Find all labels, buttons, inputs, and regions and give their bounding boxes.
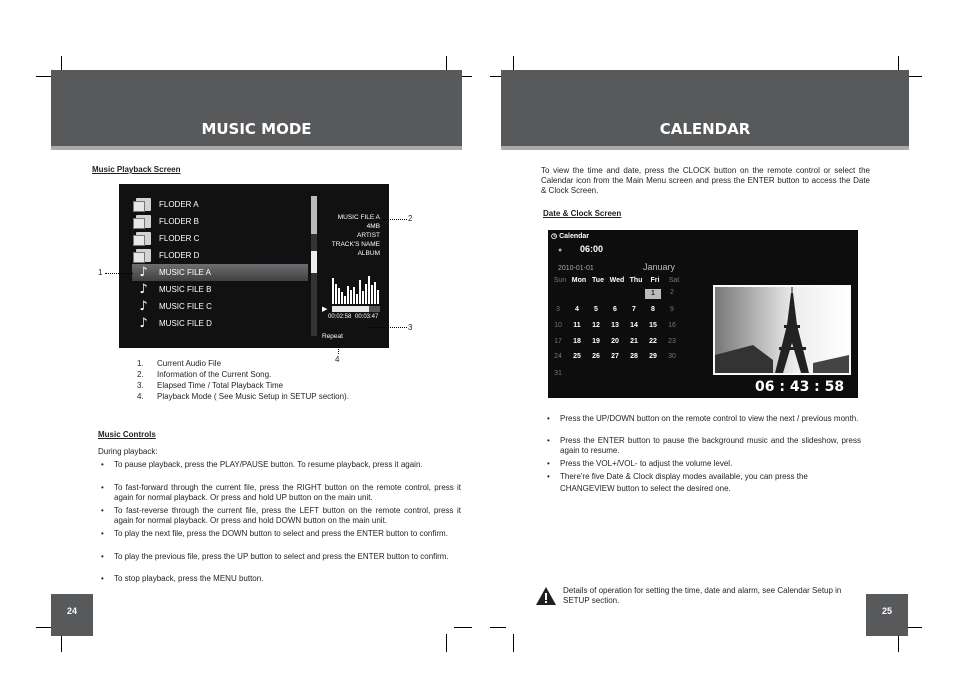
legend-number: 3. [137,381,144,390]
control-text: To play the next file, press the DOWN button to select and press the ENTER button to confirm. [114,529,448,538]
banner-stripe [51,146,462,150]
weekday-label: Sat [668,277,680,284]
calendar-day[interactable]: 26 [592,353,600,360]
calendar-bullet [547,471,861,495]
calendar-day[interactable]: 30 [668,353,676,360]
scrollbar[interactable] [311,196,317,336]
legend-text: Playback Mode ( See Music Setup in SETUP section). [157,392,349,401]
controls-title: Music Controls [98,430,156,439]
calendar-day[interactable]: 10 [554,322,562,329]
song-info [332,213,380,258]
calendar-day[interactable]: 5 [594,306,598,313]
legend-item [137,381,284,391]
control-text: To fast-reverse through the current file, press the LEFT button on the remote control, press it again for normal playback. Or press and hold DOWN button on the main unit. [114,506,461,525]
clock-icon: ◷ [551,233,558,240]
bullet-dot: • [101,529,104,538]
bullet-dot: • [547,436,550,445]
control-bullet [101,506,461,525]
weekday-label: Thu [629,277,643,284]
scrollbar-highlight [311,251,317,273]
calendar-day[interactable]: 25 [573,353,581,360]
controls-intro: During playback: [98,447,158,456]
file-list-item[interactable] [132,281,308,298]
current-date: 2010-01-01 [558,265,594,272]
banner-stripe [501,146,909,150]
weekday-label: Mon [571,277,587,284]
music-note-icon: ♪ [139,316,148,331]
info-artist: ARTIST [357,232,380,239]
control-bullet [101,460,461,470]
legend-text: Information of the Current Song. [157,370,272,379]
bullet-text: Press the VOL+/VOL- to adjust the volume level. [560,459,733,468]
file-list-item[interactable] [132,230,308,247]
info-album: ALBUM [357,250,380,257]
eiffel-tower-photo [713,285,851,375]
page-title: MUSIC MODE [201,120,312,138]
crop-mark [446,634,447,652]
legend-item [137,370,272,380]
page-title: CALENDAR [659,120,751,138]
music-note-icon: ♪ [139,282,148,297]
control-bullet [101,552,461,562]
calendar-day[interactable]: 28 [630,353,638,360]
section-title: Date & Clock Screen [543,209,622,218]
calendar-day[interactable]: 21 [630,338,638,345]
calendar-bullet [547,459,861,469]
control-bullet [101,574,461,584]
file-list-label: MUSIC FILE B [159,285,212,294]
calendar-day[interactable]: 16 [668,322,676,329]
control-bullet [101,529,461,539]
legend-text: Current Audio File [157,359,222,368]
photo-frame [713,285,851,375]
progress-bar[interactable] [332,306,380,312]
callout-line [105,273,133,274]
calendar-day[interactable]: 27 [611,353,619,360]
info-filename: MUSIC FILE A [337,214,380,221]
calendar-day[interactable]: 20 [611,338,619,345]
calendar-day[interactable]: 12 [592,322,600,329]
bullet-text: Press the UP/DOWN button on the remote control to view the next / previous month. [560,414,859,423]
crop-mark [898,634,899,652]
folder-icon [136,232,151,245]
callout-2: 2 [408,214,413,223]
callout-line [383,219,407,220]
weekday-label: Fri [650,277,660,284]
bullet-dot: • [547,459,550,468]
control-text: To stop playback, press the MENU button. [114,574,264,583]
weekday-label: Tue [592,277,604,284]
month-name: January [643,262,676,272]
weekday-label: Wed [609,277,625,284]
bullet-dot: • [101,483,104,492]
calendar-header [551,232,589,240]
elapsed-time: 00:02:58 [328,314,352,320]
music-note-icon: ♪ [139,299,148,314]
calendar-day[interactable]: 2 [670,289,674,296]
page-number: 24 [66,606,77,616]
calendar-day[interactable]: 4 [575,306,579,313]
crop-mark [454,627,472,628]
bullet-dot: • [547,472,550,481]
control-text: To play the previous file, press the UP button to select and press the ENTER button to confirm. [114,552,449,561]
section-title: Music Playback Screen [92,165,181,174]
calendar-day[interactable]: 1 [645,289,661,299]
calendar-day[interactable]: 7 [632,306,636,313]
alarm-icon: ● [558,247,563,254]
legend-number: 1. [137,359,144,368]
scrollbar-thumb[interactable] [311,196,317,234]
music-playback-screen [119,184,389,348]
control-bullet [101,483,461,502]
file-list-item[interactable] [132,298,308,315]
info-track: TRACK'S NAME [331,241,380,248]
calendar-day[interactable]: 6 [613,306,617,313]
file-list-label: FLODER C [159,234,200,243]
play-icon[interactable]: ▶ [322,306,328,313]
calendar-screen [548,230,858,398]
small-time: 06:00 [580,244,604,254]
playback-mode: Repeat [322,333,343,340]
file-list-item[interactable] [132,264,308,281]
page-number: 25 [881,606,892,616]
control-text: To fast-forward through the current file, press the RIGHT button on the remote control, press it again for normal playback. Or press and hold UP button on the main unit. [114,483,461,502]
file-list-label: FLODER B [159,217,200,226]
page-number-box [51,594,93,636]
folder-icon [136,198,151,211]
weekday-label: Sun [553,277,567,284]
folder-icon [136,249,151,262]
calendar-banner [501,70,909,150]
spectrum-visualizer [332,274,380,304]
bullet-dot: • [101,506,104,515]
folder-icon [136,215,151,228]
legend-item [137,359,222,369]
calendar-day[interactable]: 22 [649,338,657,345]
calendar-bullet [547,436,861,455]
calendar-day[interactable]: 31 [554,370,562,377]
callout-4: 4 [335,355,340,364]
music-note-icon: ♪ [139,265,148,280]
calendar-day[interactable]: 24 [554,353,562,360]
file-list-label: MUSIC FILE A [159,268,212,277]
file-list-item[interactable] [132,213,308,230]
file-list-item[interactable] [132,196,308,213]
warning-icon [535,586,557,611]
calendar-day[interactable]: 11 [573,322,581,329]
file-list-label: FLODER A [159,200,199,209]
bullet-dot: • [101,552,104,561]
note-text: Details of operation for setting the time, date and alarm, see Calendar Setup in SETUP section. [563,586,842,605]
calendar-bullet [547,414,861,424]
calendar-day[interactable]: 14 [630,322,638,329]
calendar-day[interactable]: 13 [611,322,619,329]
bullet-text: Press the ENTER button to pause the background music and the slideshow, press again to resume. [560,436,861,455]
calendar-day[interactable]: 15 [649,322,657,329]
legend-number: 4. [137,392,144,401]
calendar-header-label: Calendar [559,233,590,240]
progress-fill [332,306,369,312]
bullet-dot: • [547,414,550,423]
calendar-day[interactable]: 23 [668,338,676,345]
legend-item [137,392,349,402]
callout-1: 1 [98,268,103,277]
calendar-day[interactable]: 19 [592,338,600,345]
callout-line [368,327,407,328]
calendar-day[interactable]: 18 [573,338,581,345]
crop-mark [490,627,506,628]
calendar-day[interactable]: 3 [556,306,560,313]
crop-mark [61,634,62,652]
callout-line [338,344,339,354]
total-time: 00:03:47 [355,314,379,320]
big-clock: 06 : 43 : 58 [755,379,845,395]
info-size: 4MB [366,223,380,230]
legend-text: Elapsed Time / Total Playback Time [157,381,284,390]
callout-3: 3 [408,323,413,332]
bullet-dot: • [101,574,104,583]
file-list-item[interactable] [132,315,308,332]
calendar-day[interactable]: 17 [554,338,562,345]
file-list-label: MUSIC FILE C [159,302,212,311]
control-text: To pause playback, press the PLAY/PAUSE button. To resume playback, press it again. [114,460,423,469]
bullet-text: There're five Date & Clock display modes available, you can press the CHANGEVIEW button to select the desired one. [560,472,808,493]
legend-number: 2. [137,370,144,379]
crop-mark [513,634,514,652]
bullet-dot: • [101,460,104,469]
file-list-label: FLODER D [159,251,200,260]
file-list-label: MUSIC FILE D [159,319,212,328]
calendar-day[interactable]: 29 [649,353,657,360]
intro-paragraph: To view the time and date, press the CLOCK button on the remote control or select the Calendar icon from the Main Menu screen and press the ENTER button to access the Date & Clock Screen. [541,166,870,195]
music-mode-banner [51,70,462,150]
file-list-item[interactable] [132,247,308,264]
page-number-box [866,594,908,636]
calendar-day[interactable]: 8 [651,306,655,313]
calendar-day[interactable]: 9 [670,306,674,313]
